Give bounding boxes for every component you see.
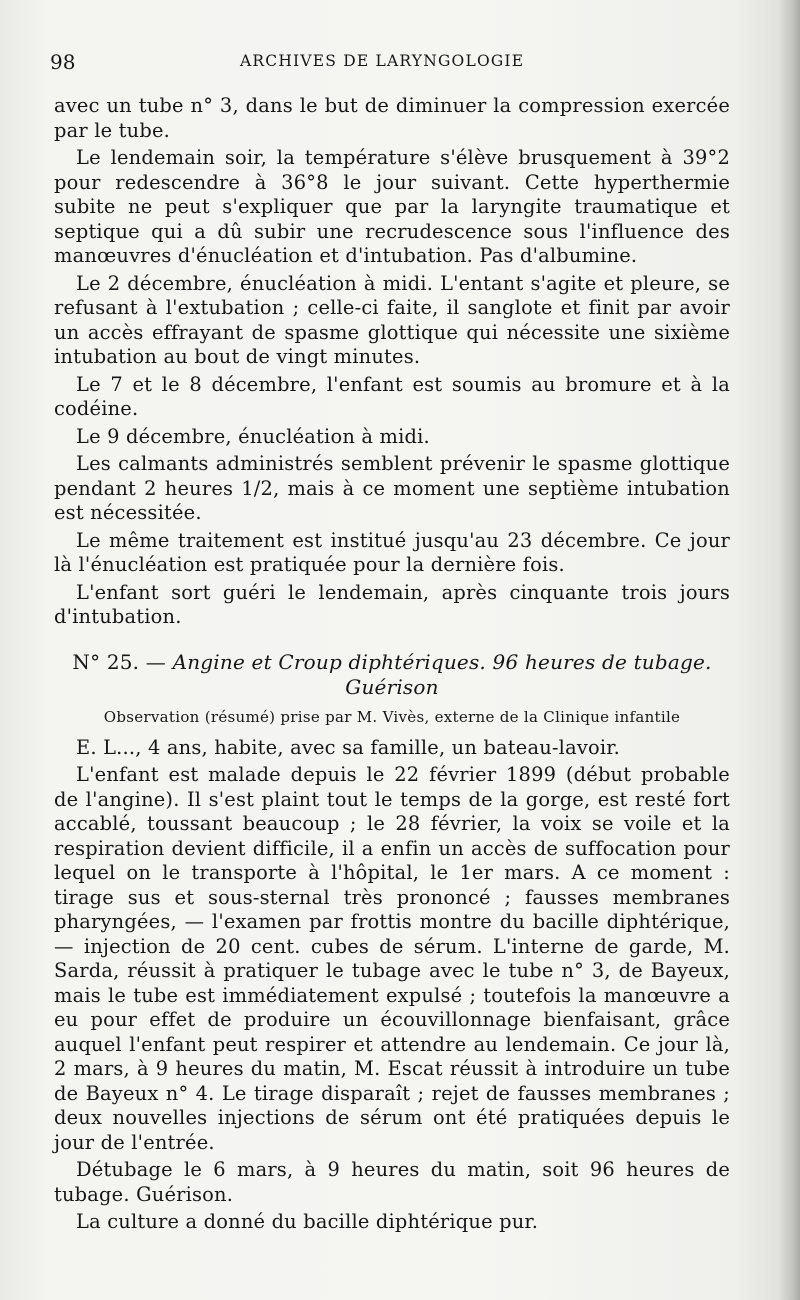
section-number: N° 25. — — [72, 649, 166, 674]
body-text — [54, 94, 730, 1238]
paragraph: Les calmants administrés semblent prévenir le spasme glottique pendant 2 heures 1/2, mais à ce moment une septième intubation est nécessitée. — [54, 452, 730, 524]
running-head: ARCHIVES DE LARYNGOLOGIE — [240, 52, 525, 70]
section-subtitle: Guérison — [345, 674, 439, 699]
page-header — [50, 50, 740, 74]
paragraph: avec un tube n° 3, dans le but de diminuer la compression exercée par le tube. — [54, 94, 730, 142]
paragraph: Le même traitement est institué jusqu'au 23 décembre. Ce jour là l'énucléation est pratiquée pour la dernière fois. — [54, 528, 730, 576]
page-gutter-shadow — [778, 0, 800, 1300]
paragraph: La culture a donné du bacille diphtérique pur. — [76, 1210, 539, 1233]
section-heading — [54, 650, 730, 675]
page-number: 98 — [50, 50, 76, 74]
paragraph: L'enfant est malade depuis le 22 février 1899 (début probable de l'angine). Il s'est plaint tout le temps de la gorge, est resté fort accablé, toussant beaucoup ; le 28 février, la voix se voile et la respiration devient difficile, il a enfin un accès de suffocation pour lequel on le transporte à l'hôpital, le 1er mars. A ce moment : tirage sus et sous-sternal très prononcé ; fausses membranes pharyngées, — l'examen par frottis montre du bacille diphtérique, — injection de 20 cent. cubes de sérum. L'interne de garde, M. Sarda, réussit à pratiquer le tubage avec le tube n° 3, de Bayeux, mais le tube est immédiatement expulsé ; toutefois la manœuvre a eu pour effet de produire un écouvillonnage bienfaisant, grâce auquel l'enfant peut respirer et attendre au lendemain. Ce jour là, 2 mars, à 9 heures du matin, M. Escat réussit à introduire un tube de Bayeux n° 4. Le tirage disparaît ; rejet de fausses membranes ; deux nouvelles injections de sérum ont été pratiquées depuis le jour de l'entrée. — [54, 763, 730, 1154]
paragraph: Le 7 et le 8 décembre, l'enfant est soumis au bromure et à la codéine. — [54, 372, 730, 420]
paragraph: Le lendemain soir, la température s'élève brusquement à 39°2 pour redescendre à 36°8 le jour suivant. Cette hyperthermie subite ne peut s'expliquer que par la laryngite traumatique et septique qui a dû subir une recrudescence sous l'influence des manœuvres d'énucléation et d'intubation. Pas d'albumine. — [54, 146, 730, 267]
section-title: Angine et Croup diphtériques. 96 heures de tubage. — [172, 649, 712, 674]
paragraph: Le 2 décembre, énucléation à midi. L'entant s'agite et pleure, se refusant à l'extubation ; celle-ci faite, il sanglote et finit par avoir un accès effrayant de spasme glottique qui nécessite une sixième intubation au bout de vingt minutes. — [54, 271, 730, 368]
paragraph: L'enfant sort guéri le lendemain, après cinquante trois jours d'intubation. — [54, 580, 730, 628]
paragraph: E. L..., 4 ans, habite, avec sa famille, un bateau-lavoir. — [76, 735, 620, 759]
paragraph: Le 9 décembre, énucléation à midi. — [76, 424, 430, 448]
paragraph: Détubage le 6 mars, à 9 heures du matin, soit 96 heures de tubage. Guérison. — [54, 1158, 730, 1206]
observation-line: Observation (résumé) prise par M. Vivès, externe de la Clinique infantile — [103, 707, 681, 726]
